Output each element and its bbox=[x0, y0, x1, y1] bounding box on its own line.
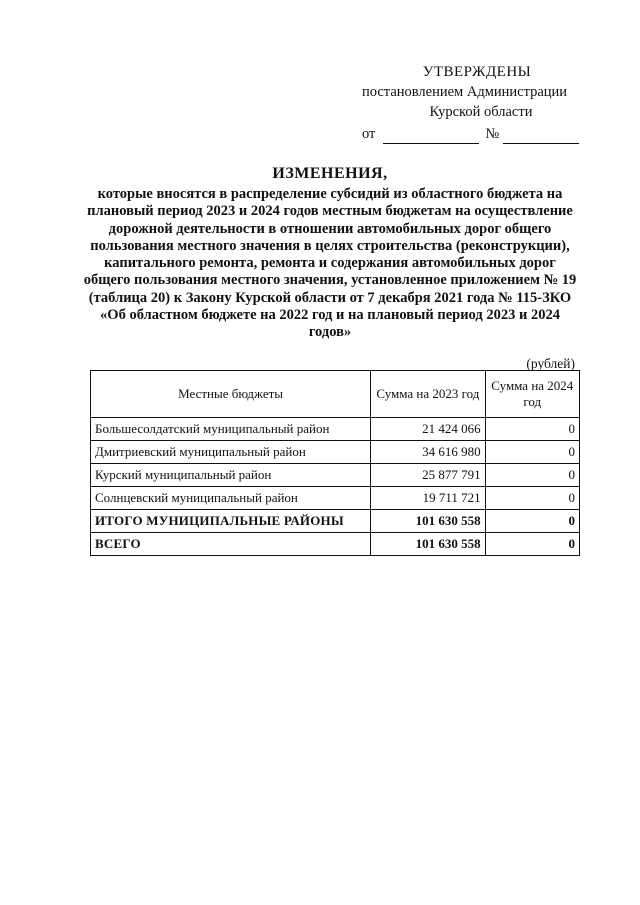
number-sign: № bbox=[485, 126, 500, 142]
approval-line-1: постановлением Администрации bbox=[362, 84, 568, 100]
table-row bbox=[91, 464, 580, 487]
header-sum-2023: Сумма на 2023 год bbox=[371, 371, 485, 418]
approval-stamp bbox=[362, 62, 592, 144]
row-name: Дмитриевский муниципальный район bbox=[91, 441, 371, 464]
grand-total-row bbox=[91, 533, 580, 556]
row-sum-2024: 0 bbox=[485, 487, 579, 510]
grand-total-name: ВСЕГО bbox=[91, 533, 371, 556]
total-municipal-sum-2023: 101 630 558 bbox=[371, 510, 485, 533]
row-name: Солнцевский муниципальный район bbox=[91, 487, 371, 510]
approval-date-line bbox=[362, 124, 592, 144]
row-name: Большесолдатский муниципальный район bbox=[91, 418, 371, 441]
table-header-row bbox=[91, 371, 580, 418]
total-municipal-sum-2024: 0 bbox=[485, 510, 579, 533]
header-sum-2024: Сумма на 2024 год bbox=[485, 371, 579, 418]
row-sum-2024: 0 bbox=[485, 418, 579, 441]
total-municipal-row bbox=[91, 510, 580, 533]
row-sum-2023: 25 877 791 bbox=[371, 464, 485, 487]
header-local-budgets: Местные бюджеты bbox=[91, 371, 371, 418]
document-heading bbox=[80, 164, 580, 342]
row-sum-2024: 0 bbox=[485, 441, 579, 464]
unit-label: (рублей) bbox=[526, 356, 575, 371]
document-title: ИЗМЕНЕНИЯ, bbox=[272, 165, 388, 182]
date-prefix: от bbox=[362, 126, 376, 142]
budget-table bbox=[90, 370, 580, 556]
table-row bbox=[91, 487, 580, 510]
table-row bbox=[91, 418, 580, 441]
row-sum-2023: 34 616 980 bbox=[371, 441, 485, 464]
number-blank bbox=[503, 129, 579, 144]
approval-line-2: Курской области bbox=[429, 104, 533, 120]
approval-title: УТВЕРЖДЕНЫ bbox=[422, 64, 532, 80]
row-name: Курский муниципальный район bbox=[91, 464, 371, 487]
grand-total-sum-2024: 0 bbox=[485, 533, 579, 556]
date-blank bbox=[383, 129, 479, 144]
row-sum-2023: 19 711 721 bbox=[371, 487, 485, 510]
table-row bbox=[91, 441, 580, 464]
total-municipal-name: ИТОГО МУНИЦИПАЛЬНЫЕ РАЙОНЫ bbox=[91, 510, 371, 533]
document-subtitle: которые вносятся в распределение субсидий из областного бюджета на плановый период 2023 и 2024 годов местным бюджетам на осуществление дорожной деятельности в отношении автомобильных дорог общего пользования местного значения в целях строительства (реконструкции), капитального ремонта, ремонта и содержания автомобильных дорог общего пользования местного значения, установленное приложением № 19 (таблица 20) к Закону Курской области от 7 декабря 2021 года № 115-ЗКО «Об областном бюджете на 2022 год и на плановый период 2023 и 2024 годов» bbox=[83, 186, 577, 341]
grand-total-sum-2023: 101 630 558 bbox=[371, 533, 485, 556]
row-sum-2023: 21 424 066 bbox=[371, 418, 485, 441]
row-sum-2024: 0 bbox=[485, 464, 579, 487]
